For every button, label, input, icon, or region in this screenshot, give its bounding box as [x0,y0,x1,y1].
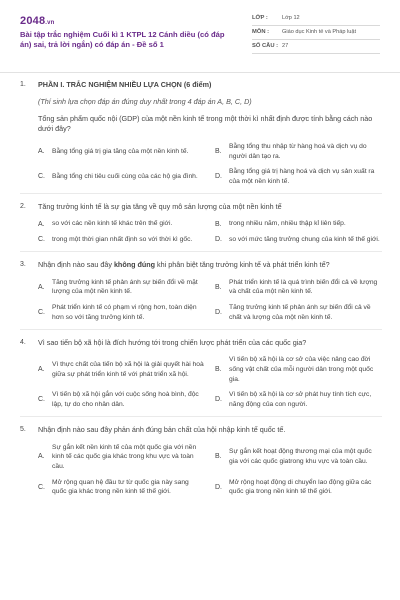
option-text: Bằng tổng chi tiêu cuối cùng của các hộ gia đình. [52,173,198,181]
question-number: 3. [20,260,26,268]
question-text [38,425,382,435]
option-text: Bằng tổng giá trị hàng hoá và dịch vụ sản xuất ra của một nền kinh tế. [229,168,375,186]
option-c[interactable] [38,390,205,409]
meta-value: Giáo dục Kinh tế và Pháp luật [282,28,357,35]
options-grid [38,219,382,244]
option-letter: D. [215,396,222,404]
meta-value: Lớp 12 [282,14,300,21]
option-a[interactable] [38,443,205,472]
options-grid [38,278,382,323]
option-text: Bằng tổng thu nhập từ hàng hoá và dịch vụ do người dân tạo ra. [229,142,367,160]
question-5 [20,425,382,497]
option-text: Tăng trưởng kinh tế phản ánh sự biến đổi về mặt lượng của một nền kinh tế. [52,278,198,296]
option-c[interactable] [38,235,205,245]
option-letter: C. [38,236,45,244]
option-letter: A. [38,147,45,155]
option-text: Mở rộng quan hệ đầu tư từ quốc gia này sang quốc gia khác trong nền kinh tế thế giới. [52,478,189,496]
site-logo[interactable] [20,14,55,29]
options-grid [38,355,382,410]
option-text: Mở rộng hoạt động di chuyển lao động giữa các quốc gia trong nền kinh tế thế giới. [229,478,372,496]
option-text: Vì tiến bộ xã hội là cơ sở của việc nâng cao đời sống vật chất của mỗi người dân trong một quốc gia. [229,356,374,383]
question-number: 2. [20,202,26,210]
question-emphasis: không đúng [113,259,156,269]
question-3 [20,260,382,323]
question-separator [20,416,382,417]
option-text: Vì thực chất của tiến bộ xã hội là giải quyết hài hoà giữa sự phát triển kinh tế với phát triển xã hội. [52,361,204,378]
option-letter: A. [38,453,45,461]
option-letter: C. [38,309,45,317]
option-text: Sự gắn kết nền kinh tế của một quốc gia với nền kinh tế các quốc gia khác trong khu vực và toàn cầu. [52,443,197,470]
meta-value: 27 [282,42,289,49]
question-text [38,338,382,348]
document-header [0,0,400,60]
option-text: Vì tiến bộ xã hội gắn với cuộc sống hoà bình, độc lập, tự do cho nhân dân. [52,391,199,409]
option-c[interactable] [38,167,205,186]
section-instruction: (Thí sinh lựa chọn đáp án đúng duy nhất trong 4 đáp án A, B, C, D) [38,96,252,106]
question-number: 1. [20,81,26,88]
option-d[interactable] [215,235,382,245]
option-letter: B. [215,220,222,228]
option-b[interactable] [215,142,382,161]
question-text-part: Nhận định nào sau đây phản ánh đúng bản chất của hội nhập kinh tế quốc tế. [38,424,286,434]
section-title: PHẦN I. TRẮC NGHIỆM NHIỀU LỰA CHỌN (6 điểm) [38,80,212,89]
option-letter: A. [38,220,45,228]
meta-key: LỚP : [252,14,268,21]
logo-suffix: .vn [45,20,55,26]
option-a[interactable] [38,219,205,229]
option-letter: D. [215,309,222,317]
option-d[interactable] [215,478,382,497]
option-letter: C. [38,483,45,491]
option-letter: A. [38,283,45,291]
question-number: 4. [20,338,26,346]
question-separator [20,329,382,330]
option-letter: D. [215,236,222,244]
option-d[interactable] [215,303,382,322]
option-text: trong một thời gian nhất định so với thời kì gốc. [52,236,193,244]
meta-row-subject [252,26,380,40]
option-letter: C. [38,173,45,181]
question-1 [20,80,382,187]
option-b[interactable] [215,355,382,384]
options-grid [38,142,382,187]
option-text: Tăng trưởng kinh tế phản ánh sự biến đổi cả về chất và lượng của một nền kinh tế. [229,304,371,321]
question-4 [20,338,382,410]
logo-main: 2048 [20,15,46,27]
meta-table [252,12,380,54]
question-text: Tổng sản phẩm quốc nội (GDP) của một nền kinh tế trong một thời kì nhất định được tính bằng cách nào dưới đây? [38,114,373,134]
question-list [20,80,382,497]
option-letter: D. [215,483,222,491]
meta-row-class [252,12,380,26]
option-d[interactable] [215,390,382,409]
question-text-part: Nhận định nào sau đây [38,259,114,269]
option-text: so với mức tăng trưởng chung của kinh tế thế giới. [229,236,380,244]
option-d[interactable] [215,167,382,186]
option-text: Phát triển kinh tế có phạm vi rộng hơn, toàn diện hơn so với tăng trưởng kinh tế. [52,304,197,321]
option-c[interactable] [38,478,205,497]
question-text-part: khi phân biệt tăng trưởng kinh tế và phát triển kinh tế? [155,259,330,269]
question-separator [20,251,382,252]
option-b[interactable] [215,278,382,297]
question-text [38,260,382,270]
option-a[interactable] [38,355,205,384]
header-divider [0,72,400,73]
option-letter: B. [215,453,222,461]
question-text-part: Tăng trưởng kinh tế là sự gia tăng về quy mô sản lượng của một nền kinh tế [38,201,282,211]
question-number: 5. [20,425,26,433]
option-text: Phát triển kinh tế là quá trình biến đổi cả về lượng và chất của một nền kinh tế. [229,278,378,296]
question-2 [20,202,382,245]
option-text: Vì tiến bộ xã hội là cơ sở phát huy tính tích cực, năng động của con người. [229,391,372,409]
option-text: Bằng tổng giá trị gia tăng của một nền kinh tế. [52,147,189,155]
option-text: so với các nền kinh tế khác trên thế giới. [52,220,173,228]
option-c[interactable] [38,303,205,322]
option-letter: D. [215,173,222,181]
question-text-part: Vì sao tiến bộ xã hội là đích hướng tới trong chiến lược phát triển của các quốc gia? [38,337,307,347]
document-title: Bài tập trắc nghiệm Cuối kì 1 KTPL 12 Cánh diều (có đáp án) sai, trả lời ngắn) có đáp án - Đề số 1 [20,30,225,50]
option-text: Sự gắn kết hoạt động thương mại của một quốc gia với các quốc giatrong khu vực và toàn cầu. [229,448,372,466]
option-a[interactable] [38,142,205,161]
options-grid [38,443,382,498]
option-text: trong nhiều năm, nhiều thập kỉ liên tiếp. [229,220,346,228]
meta-key: SỐ CÂU : [252,42,279,49]
question-text [38,202,382,212]
option-b[interactable] [215,219,382,229]
meta-row-count [252,40,380,54]
option-letter: B. [215,147,222,155]
option-letter: B. [215,366,222,374]
option-a[interactable] [38,278,205,297]
option-letter: C. [38,396,45,404]
option-letter: B. [215,283,222,291]
option-b[interactable] [215,443,382,472]
meta-key: MÔN : [252,28,270,35]
question-separator [20,193,382,194]
option-letter: A. [38,366,45,374]
